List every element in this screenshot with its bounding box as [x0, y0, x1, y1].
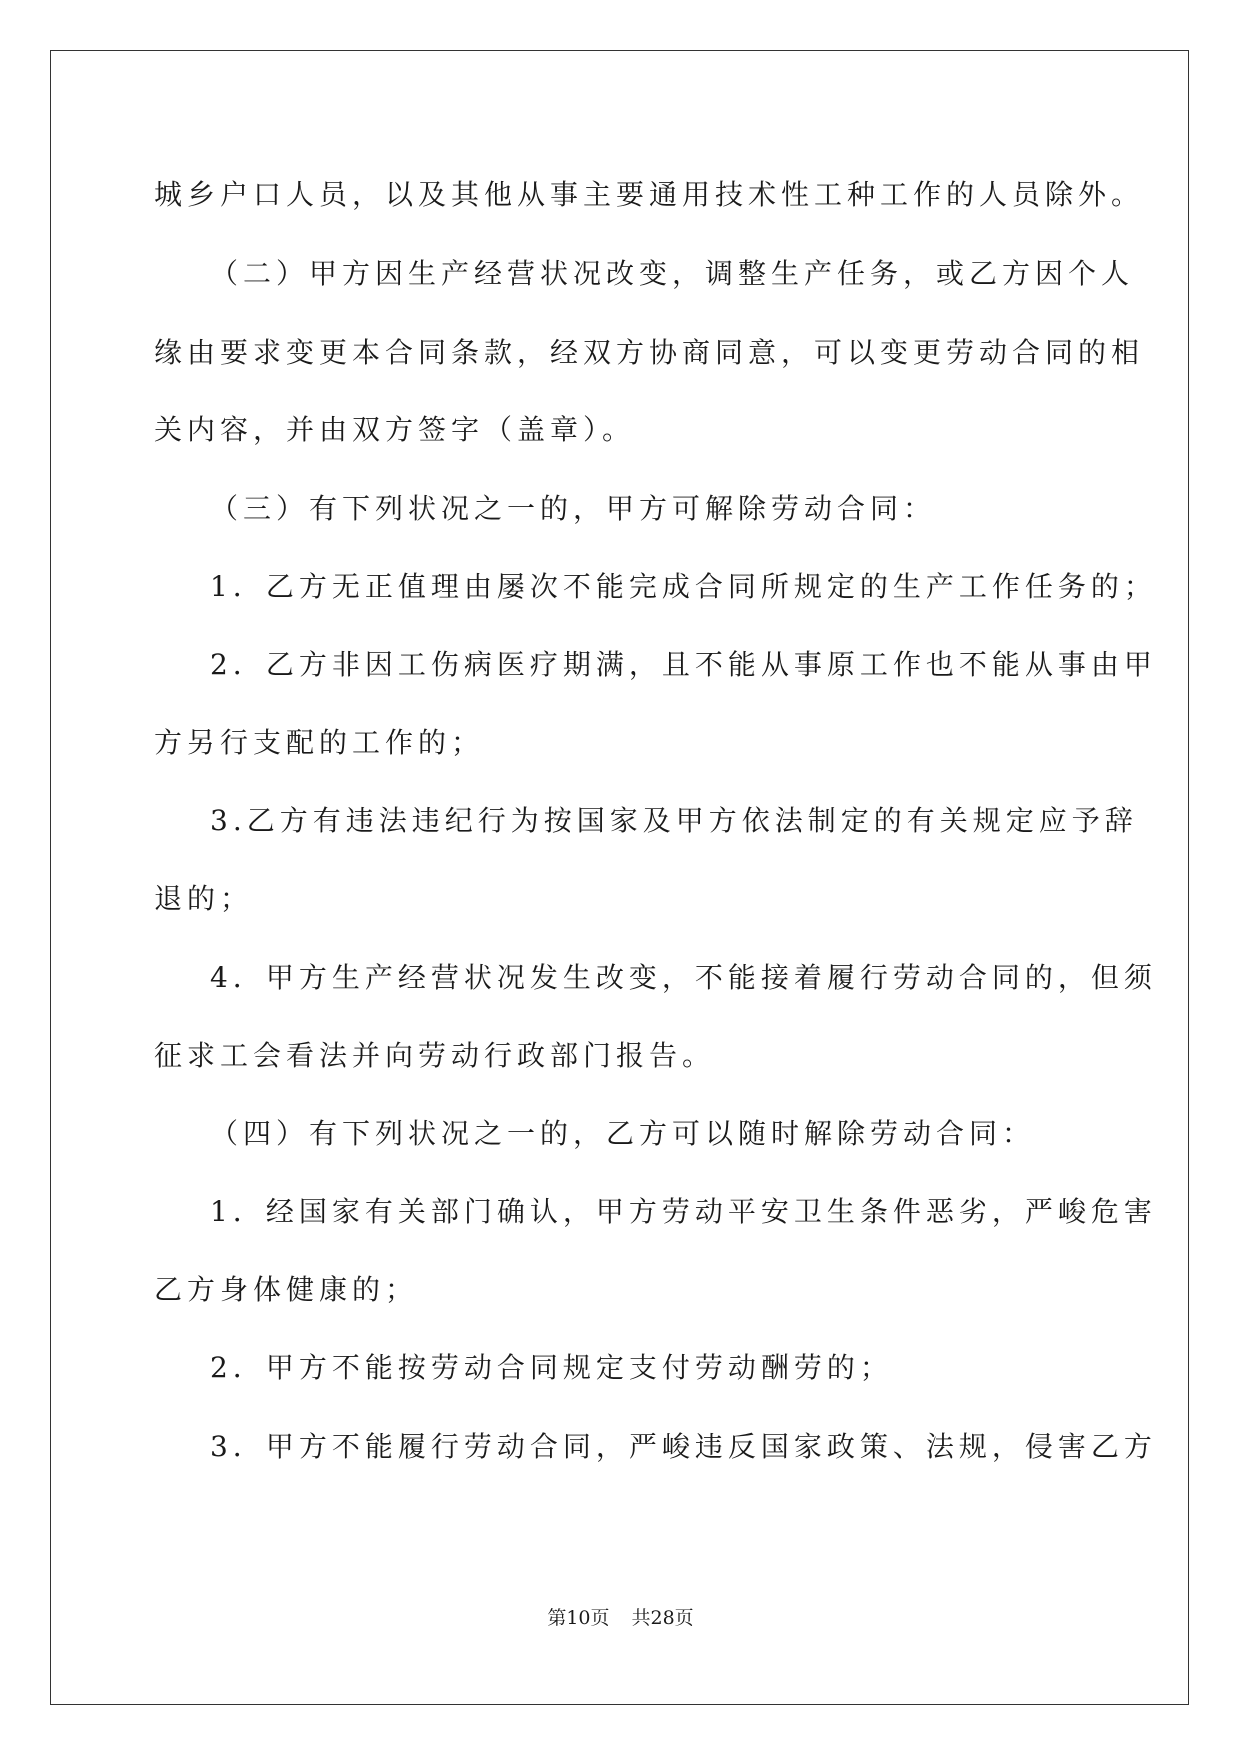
body-line: 乙方身体健康的； [154, 1273, 419, 1306]
body-line: 方另行支配的工作的； [154, 726, 485, 759]
body-line: 2．甲方不能按劳动合同规定支付劳动酬劳的； [210, 1351, 893, 1384]
body-line: 城乡户口人员，以及其他从事主要通用技术性工种工作的人员除外。 [154, 178, 1145, 211]
current-page-number: 第10页 [547, 1607, 610, 1629]
body-line: 2．乙方非因工伤病医疗期满，且不能从事原工作也不能从事由甲 [210, 648, 1157, 681]
page-footer [0, 1605, 1241, 1631]
body-line: 4．甲方生产经营状况发生改变，不能接着履行劳动合同的，但须 [210, 961, 1157, 994]
total-page-count: 共28页 [631, 1607, 694, 1629]
body-line: 3．甲方不能履行劳动合同，严峻违反国家政策、法规，侵害乙方 [210, 1430, 1157, 1463]
body-line: 关内容，并由双方签字（盖章）。 [154, 413, 636, 446]
body-line: 缘由要求变更本合同条款，经双方协商同意，可以变更劳动合同的相 [154, 336, 1145, 369]
body-line: 1．乙方无正值理由屡次不能完成合同所规定的生产工作任务的； [210, 570, 1157, 603]
body-line: 1．经国家有关部门确认，甲方劳动平安卫生条件恶劣，严峻危害 [210, 1195, 1157, 1228]
body-line: 退的； [154, 882, 254, 915]
body-line: （三）有下列状况之一的，甲方可解除劳动合同： [210, 492, 937, 525]
body-line: （二）甲方因生产经营状况改变，调整生产任务，或乙方因个人 [210, 257, 1135, 290]
body-line: 征求工会看法并向劳动行政部门报告。 [154, 1039, 716, 1072]
body-line: 3.乙方有违法违纪行为按国家及甲方依法制定的有关规定应予辞 [210, 804, 1138, 837]
body-line: （四）有下列状况之一的，乙方可以随时解除劳动合同： [210, 1117, 1036, 1150]
